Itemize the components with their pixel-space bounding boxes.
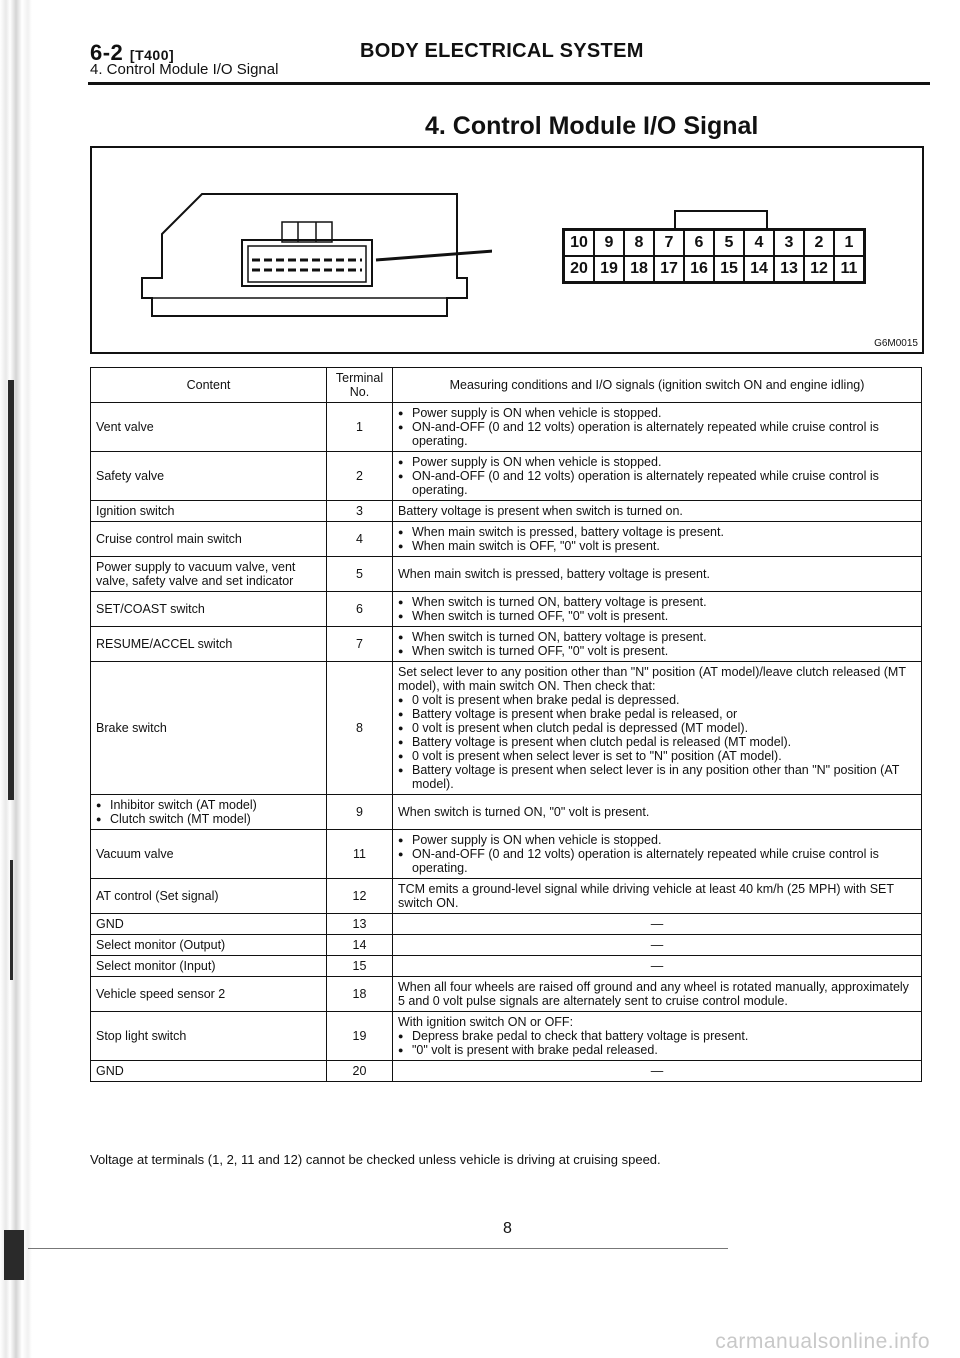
terminal-pin: 11 [834,256,864,282]
measuring-line: ● "0" volt is present with brake pedal released. [398,1043,916,1057]
measuring-line: ● Power supply is ON when vehicle is stopped. [398,406,916,420]
control-module-drawing [92,148,492,352]
row-measuring [393,662,922,795]
measuring-line: ● When switch is turned OFF, "0" volt is present. [398,644,916,658]
measuring-line: ● Power supply is ON when vehicle is stopped. [398,833,916,847]
section-subtitle: 4. Control Module I/O Signal [90,61,279,78]
row-measuring [393,935,922,956]
measuring-list [398,693,916,791]
row-measuring [393,1061,922,1082]
header-terminal: Terminal No. [327,368,393,403]
header-measuring: Measuring conditions and I/O signals (ignition switch ON and engine idling) [393,368,922,403]
measuring-line: ● Depress brake pedal to check that battery voltage is present. [398,1029,916,1043]
measuring-line: ● When main switch is pressed, battery voltage is present. [398,525,916,539]
row-measuring [393,557,922,592]
row-content: Vent valve [91,403,327,452]
section-code: 6-2 [T400] [90,40,175,65]
row-terminal: 15 [327,956,393,977]
measuring-list [398,833,916,875]
row-measuring [393,627,922,662]
measuring-line: ● ON-and-OFF (0 and 12 volts) operation is alternately repeated while cruise control is operating. [398,469,916,497]
measuring-line: ● When main switch is OFF, "0" volt is present. [398,539,916,553]
row-terminal: 5 [327,557,393,592]
terminal-pin: 5 [714,230,744,256]
row-terminal: 7 [327,627,393,662]
row-measuring [393,879,922,914]
table-row [91,1012,922,1061]
table-row [91,935,922,956]
measuring-list [398,595,916,623]
terminal-pin: 14 [744,256,774,282]
terminal-pin: 18 [624,256,654,282]
measuring-line: When switch is turned ON, "0" volt is present. [398,805,650,819]
terminal-pin: 8 [624,230,654,256]
header-content: Content [91,368,327,403]
terminal-pin: 9 [594,230,624,256]
row-terminal: 18 [327,977,393,1012]
row-measuring [393,1012,922,1061]
row-terminal: 2 [327,452,393,501]
content-line: ● Inhibitor switch (AT model) [96,798,321,812]
measuring-intro: With ignition switch ON or OFF: [398,1015,574,1029]
table-row [91,956,922,977]
table-row [91,977,922,1012]
row-content: Ignition switch [91,501,327,522]
terminal-pin: 13 [774,256,804,282]
terminal-pin: 15 [714,256,744,282]
connector-figure [90,146,924,354]
connector-terminal-grid [562,228,866,284]
page-title: 4. Control Module I/O Signal [425,112,759,140]
row-terminal: 19 [327,1012,393,1061]
row-terminal: 12 [327,879,393,914]
content-line: ● Clutch switch (MT model) [96,812,321,826]
measuring-list [398,1029,916,1057]
footer-rule [28,1248,728,1249]
measuring-line: ● ON-and-OFF (0 and 12 volts) operation is alternately repeated while cruise control is operating. [398,847,916,875]
row-content: GND [91,914,327,935]
connector-latch [674,210,768,228]
terminal-pin: 19 [594,256,624,282]
row-content: RESUME/ACCEL switch [91,627,327,662]
measuring-list [398,525,916,553]
header-rule [88,82,930,85]
measuring-list [398,455,916,497]
scan-binding-edge [0,0,32,1358]
terminal-pin: 7 [654,230,684,256]
row-terminal: 13 [327,914,393,935]
table-header-row [91,368,922,403]
row-measuring [393,956,922,977]
measuring-list [398,630,916,658]
row-content: Stop light switch [91,1012,327,1061]
io-signal-table [90,367,922,1082]
measuring-intro: Set select lever to any position other than "N" position (AT model)/leave clutch released (MT model), with main switch ON. Then check that: [398,665,906,693]
row-content: AT control (Set signal) [91,879,327,914]
measuring-line: ● Battery voltage is present when select lever is in any position other than "N" position (AT model). [398,763,916,791]
row-content: Select monitor (Output) [91,935,327,956]
table-row [91,557,922,592]
terminal-pin: 12 [804,256,834,282]
measuring-line: ● When switch is turned ON, battery voltage is present. [398,630,916,644]
table-row [91,914,922,935]
table-row [91,452,922,501]
row-terminal: 6 [327,592,393,627]
measuring-line: — [650,917,664,931]
measuring-line: ● When switch is turned OFF, "0" volt is present. [398,609,916,623]
table-row [91,627,922,662]
measuring-line: ● Battery voltage is present when clutch pedal is released (MT model). [398,735,916,749]
row-content: Vehicle speed sensor 2 [91,977,327,1012]
row-measuring [393,795,922,830]
measuring-line: When main switch is pressed, battery voltage is present. [398,567,710,581]
measuring-line: ● When switch is turned ON, battery voltage is present. [398,595,916,609]
row-terminal: 8 [327,662,393,795]
row-measuring [393,452,922,501]
row-terminal: 3 [327,501,393,522]
row-content: SET/COAST switch [91,592,327,627]
row-content: Select monitor (Input) [91,956,327,977]
terminal-pin: 4 [744,230,774,256]
terminal-pin: 17 [654,256,684,282]
terminal-pin: 16 [684,256,714,282]
measuring-line: ● 0 volt is present when clutch pedal is depressed (MT model). [398,721,916,735]
table-row [91,501,922,522]
row-content: Power supply to vacuum valve, vent valve, safety valve and set indicator [91,557,327,592]
measuring-line: When all four wheels are raised off ground and any wheel is rotated manually, approximately 5 and 0 volt pulse signals are alternately sent to cruise control module. [398,980,909,1008]
row-measuring [393,522,922,557]
row-measuring [393,830,922,879]
row-terminal: 11 [327,830,393,879]
terminal-pin: 1 [834,230,864,256]
row-content: Safety valve [91,452,327,501]
row-terminal: 14 [327,935,393,956]
terminal-pin: 2 [804,230,834,256]
terminal-pin: 10 [564,230,594,256]
table-row [91,1061,922,1082]
measuring-line: TCM emits a ground-level signal while driving vehicle at least 40 km/h (25 MPH) with SET switch ON. [398,882,894,910]
row-terminal: 9 [327,795,393,830]
page-number: 8 [503,1220,512,1237]
watermark: carmanualsonline.info [715,1330,930,1353]
row-content: Vacuum valve [91,830,327,879]
table-row [91,522,922,557]
measuring-list [398,406,916,448]
terminal-pin: 3 [774,230,804,256]
row-content [91,795,327,830]
row-measuring [393,977,922,1012]
measuring-line: ● 0 volt is present when select lever is set to "N" position (AT model). [398,749,916,763]
row-measuring [393,914,922,935]
measuring-line: ● Battery voltage is present when brake pedal is released, or [398,707,916,721]
footnote: Voltage at terminals (1, 2, 11 and 12) cannot be checked unless vehicle is driving at cruising speed. [90,1152,661,1167]
measuring-line: — [650,1064,664,1078]
figure-code: G6M0015 [874,338,918,349]
table-row [91,795,922,830]
row-measuring [393,403,922,452]
content-list [96,798,321,826]
row-terminal: 1 [327,403,393,452]
measuring-line: — [650,959,664,973]
table-row [91,592,922,627]
table-row [91,879,922,914]
terminal-pin: 6 [684,230,714,256]
measuring-line: ● ON-and-OFF (0 and 12 volts) operation is alternately repeated while cruise control is operating. [398,420,916,448]
row-content: GND [91,1061,327,1082]
terminal-pin: 20 [564,256,594,282]
table-row [91,830,922,879]
measuring-line: — [650,938,664,952]
measuring-line: ● 0 volt is present when brake pedal is depressed. [398,693,916,707]
table-row [91,403,922,452]
row-measuring [393,501,922,522]
row-terminal: 4 [327,522,393,557]
row-terminal: 20 [327,1061,393,1082]
table-row [91,662,922,795]
measuring-line: Battery voltage is present when switch is turned on. [398,504,683,518]
section-title: BODY ELECTRICAL SYSTEM [360,40,644,62]
row-content: Cruise control main switch [91,522,327,557]
row-content: Brake switch [91,662,327,795]
row-measuring [393,592,922,627]
measuring-line: ● Power supply is ON when vehicle is stopped. [398,455,916,469]
